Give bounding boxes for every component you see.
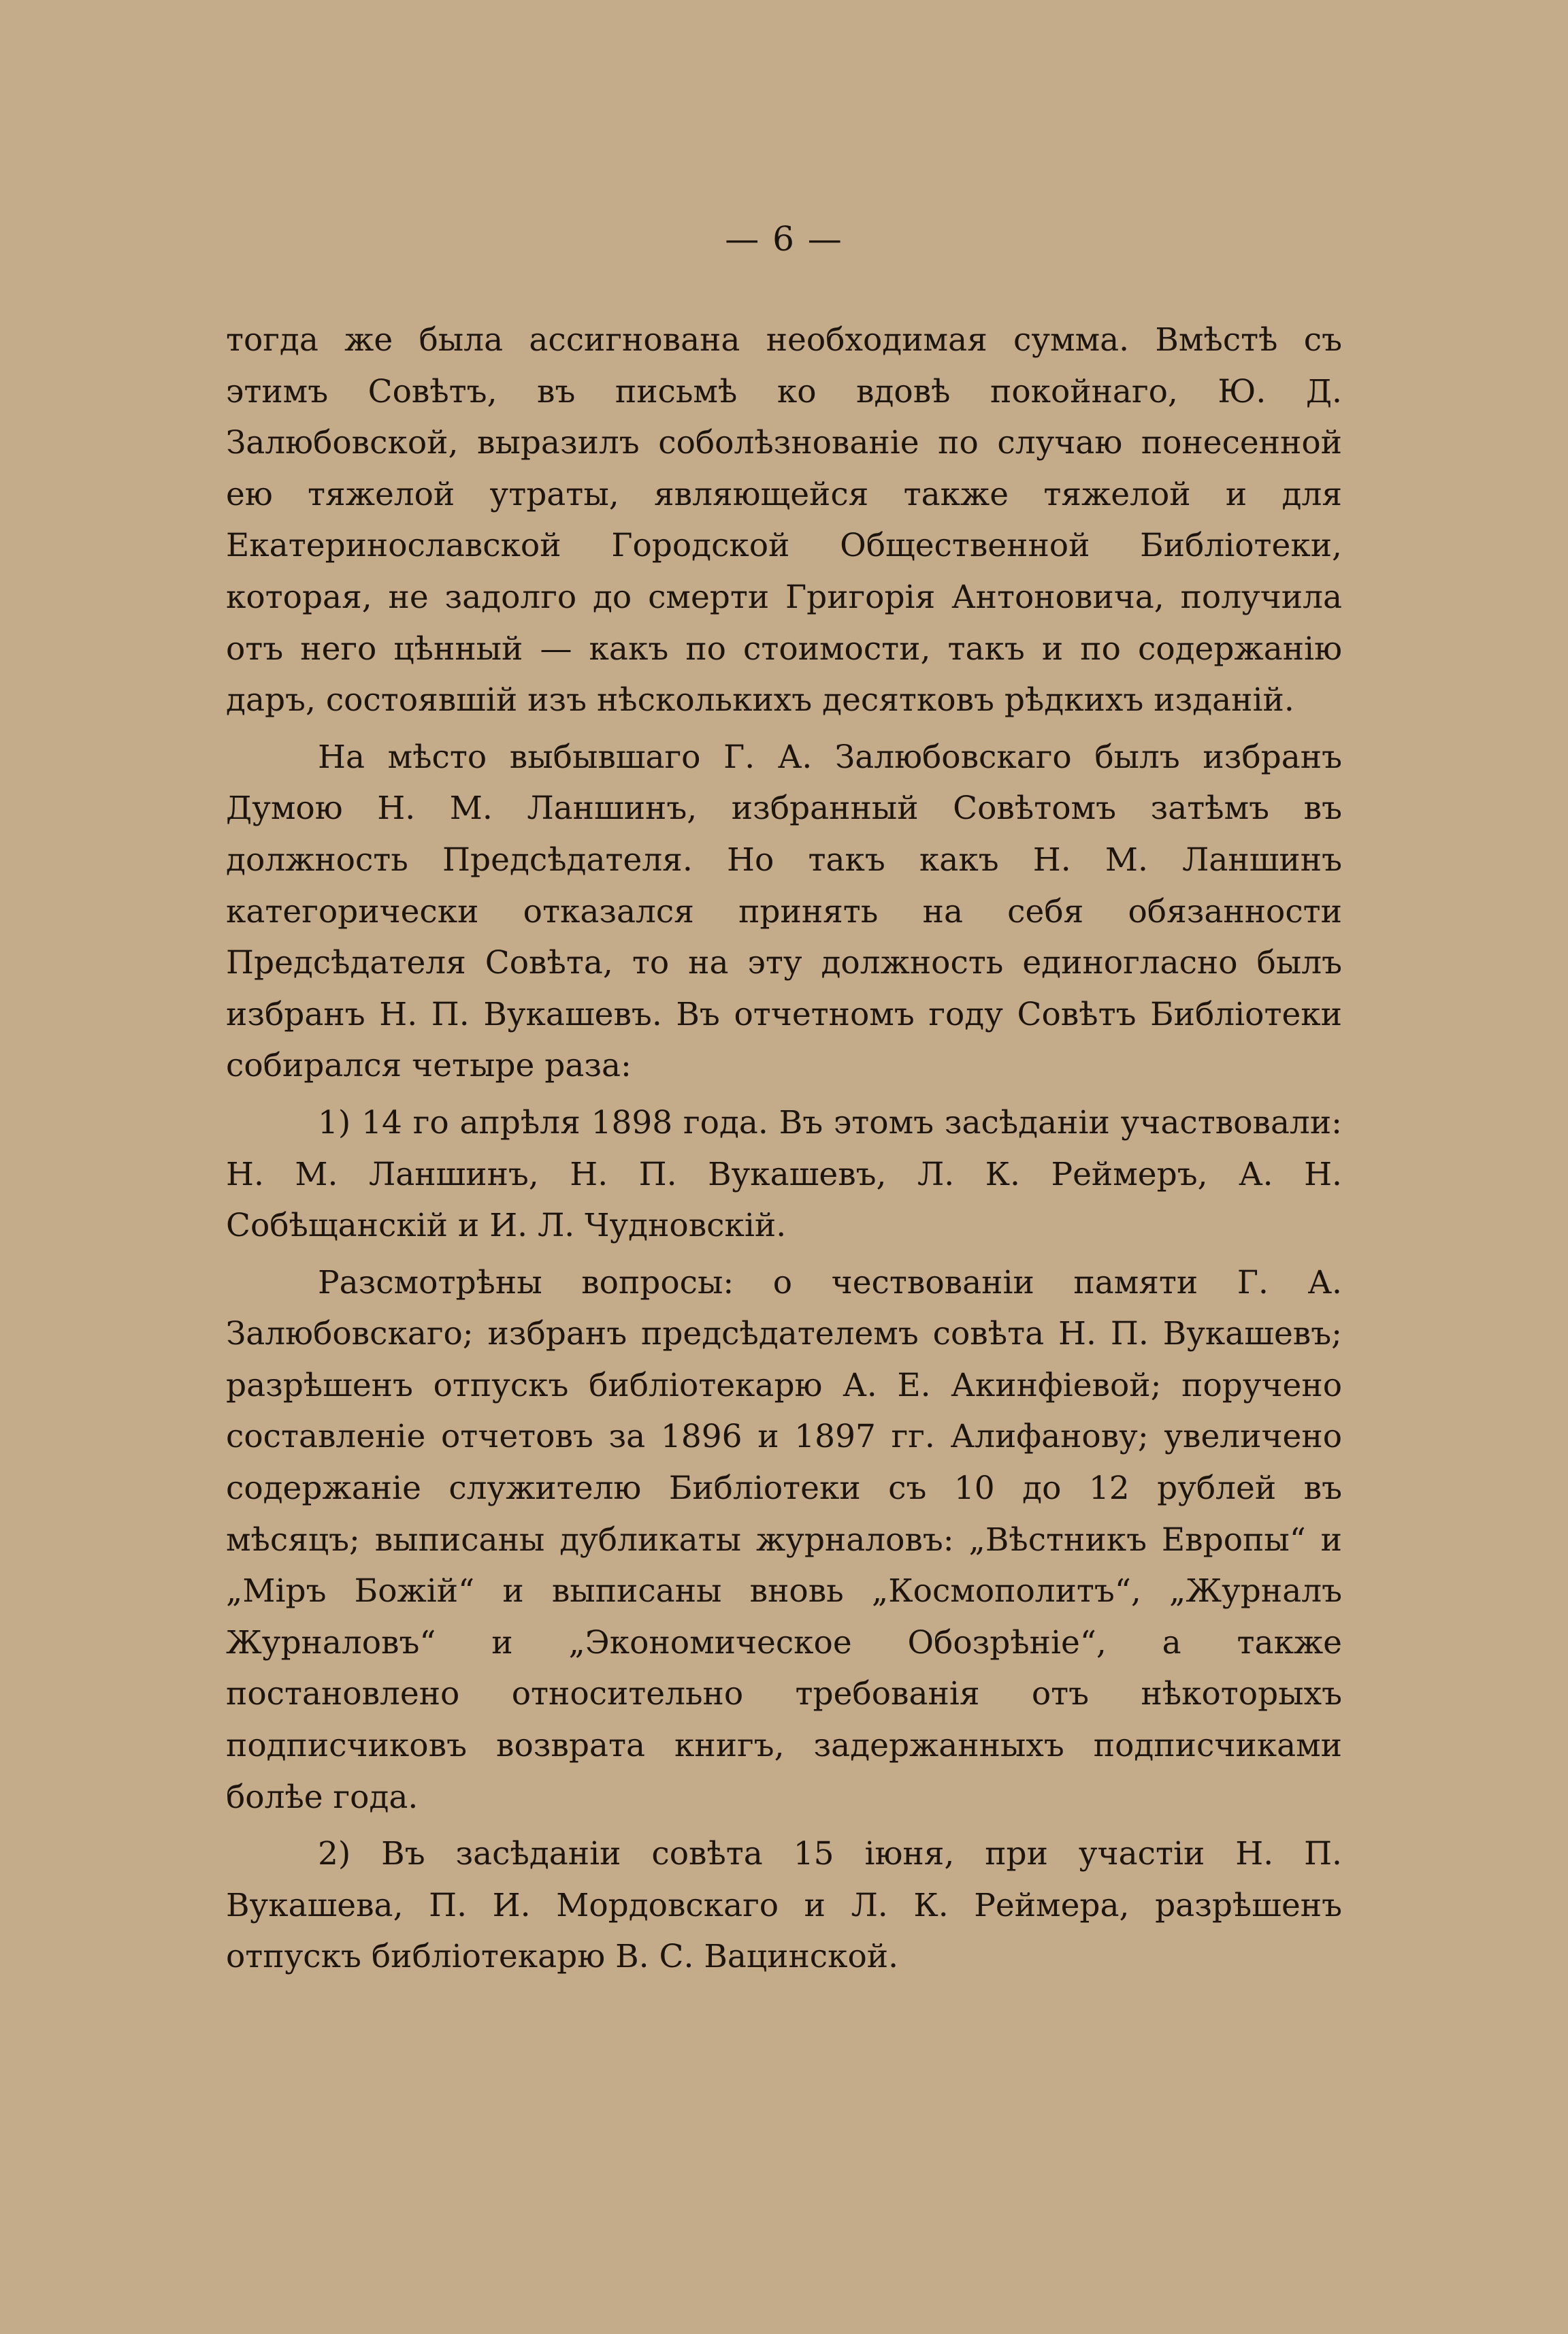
page-number: — 6 —	[725, 219, 843, 259]
paragraph-meeting-1: 1) 14 го апрѣля 1898 года. Въ этомъ засѣданіи участвовали: Н. М. Ланшинъ, Н. П. Вукашевъ, Л. К. Реймеръ, А. Н. Собѣщанскій и И. Л. Чудновскій.	[226, 1103, 1342, 1245]
paragraph-meeting-1-decisions: Разсмотрѣны вопросы: о чествованіи памяти Г. А. Залюбовскаго; избранъ предсѣдателемъ совѣта Н. П. Вукашевъ; разрѣшенъ отпускъ библіотекарю А. Е. Акинфіевой; поручено составленіе отчетовъ за 1896 и 1897 гг. Алифанову; увеличено содержаніе служителю Библіотеки съ 10 до 12 рублей въ мѣсяцъ; выписаны дубликаты журналовъ: „Вѣстникъ Европы“ и „Міръ Божій“ и выписаны вновь „Космополитъ“, „Журналъ Журналовъ“ и „Экономическое Обозрѣніе“, а также постановлено относительно требованія отъ нѣкоторыхъ подписчиковъ возврата книгъ, задержанныхъ подписчиками болѣе года.	[226, 1263, 1342, 1816]
paragraph-council-election: На мѣсто выбывшаго Г. А. Залюбовскаго былъ избранъ Думою Н. М. Ланшинъ, избранный Совѣтомъ затѣмъ въ должность Предсѣдателя. Но такъ какъ Н. М. Ланшинъ категорически отказался принять на себя обязанности Предсѣдателя Совѣта, то на эту должность единогласно былъ избранъ Н. П. Вукашевъ. Въ отчетномъ году Совѣтъ Библіотеки собирался четыре раза:	[226, 738, 1342, 1085]
body-text	[226, 314, 1342, 1983]
paragraph-meeting-2: 2) Въ засѣданіи совѣта 15 іюня, при участіи Н. П. Вукашева, П. И. Мордовскаго и Л. К. Реймера, разрѣшенъ отпускъ библіотекарю В. С. Вацинской.	[226, 1835, 1342, 1976]
paragraph-continuation: тогда же была ассигнована необходимая сумма. Вмѣстѣ съ этимъ Совѣтъ, въ письмѣ ко вдовѣ покойнаго, Ю. Д. Залюбовской, выразилъ соболѣзнованіе по случаю понесенной ею тяжелой утраты, являющейся также тяжелой и для Екатеринославской Городской Общественной Библіотеки, которая, не задолго до смерти Григорія Антоновича, получила отъ него цѣнный — какъ по стоимости, такъ и по содержанію даръ, состоявшій изъ нѣсколькихъ десятковъ рѣдкихъ изданій.	[226, 321, 1342, 719]
